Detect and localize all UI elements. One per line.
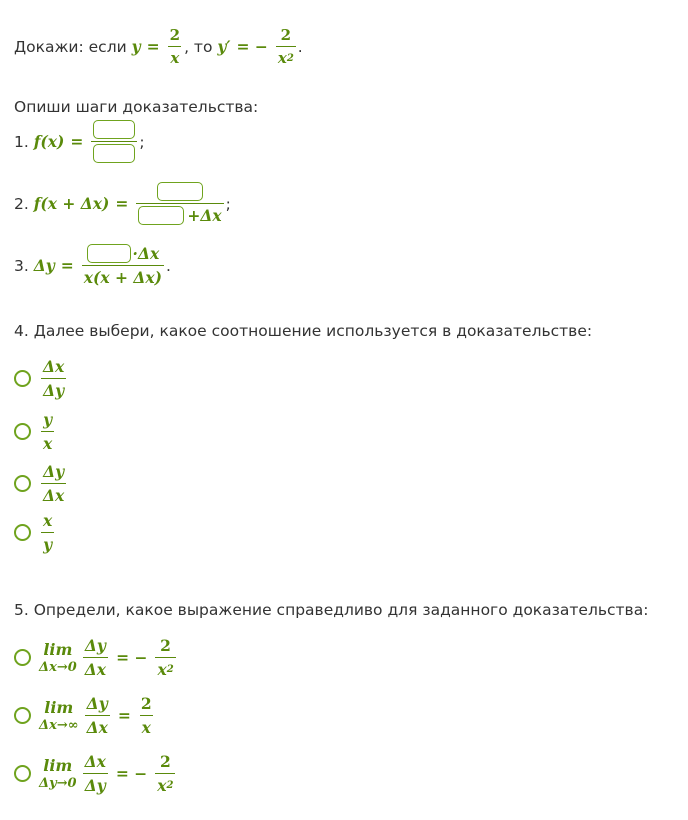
step-end: . [165, 256, 171, 275]
times-delta-x: ·Δx [132, 244, 160, 263]
option-fraction: $\frac{\Delta y}{\Delta x}$ [43, 462, 65, 505]
numerator-input[interactable] [87, 244, 131, 263]
equals-sign: = [60, 256, 74, 275]
radio-button[interactable] [14, 423, 31, 440]
q4-option-4[interactable] [14, 511, 56, 554]
result-fraction: $\frac{2}{x}$ [140, 694, 152, 737]
limit-fraction: $\frac{\Delta x}{\Delta y}$ [84, 752, 106, 795]
radio-button[interactable] [14, 707, 31, 724]
q5-option-3[interactable] [14, 752, 177, 795]
equals-sign: = [146, 37, 160, 56]
step-3 [14, 244, 171, 287]
var-y: y [131, 37, 141, 56]
limit-fraction: $\frac{\Delta y}{\Delta x}$ [86, 694, 108, 737]
plus-delta-x: +Δx [187, 206, 222, 225]
limit-operator: lim Δy→0 [39, 755, 77, 791]
option-fraction: $\frac{\Delta x}{\Delta y}$ [43, 357, 65, 400]
steps-heading: Опиши шаги доказательства: [14, 98, 259, 116]
fraction-denominator: x 2 [276, 46, 296, 67]
step-1 [14, 120, 145, 163]
step-number: 2. [14, 194, 29, 213]
radio-button[interactable] [14, 765, 31, 782]
q4-option-3[interactable] [14, 462, 68, 505]
step-lhs: Δy [33, 256, 55, 275]
limit-fraction: $\frac{\Delta y}{\Delta x}$ [84, 636, 107, 679]
equals-sign: = [117, 706, 131, 725]
statement-prefix: Докажи: если [14, 37, 127, 56]
step-2 [14, 182, 231, 225]
radio-button[interactable] [14, 649, 31, 666]
fraction-2-over-x-squared [276, 26, 296, 67]
step-1-fraction [91, 120, 137, 163]
equals-sign: = − [115, 764, 148, 783]
step-3-fraction [82, 244, 164, 287]
result-fraction: 2 x 2 [157, 636, 174, 679]
numerator-input[interactable] [157, 182, 203, 201]
fraction-2-over-x [168, 26, 182, 67]
q5-option-1[interactable] [14, 636, 178, 679]
question-5-text: 5. Определи, какое выражение справедливо для заданного доказательства: [14, 601, 649, 619]
fraction-denominator: x(x + Δx) [82, 265, 164, 287]
option-fraction: $\frac{y}{x}$ [43, 410, 53, 453]
var-y-prime: y′ [217, 37, 231, 56]
problem-statement [14, 26, 303, 67]
fraction-numerator: 2 [280, 26, 292, 44]
step-2-fraction [136, 182, 223, 225]
q4-option-1[interactable] [14, 357, 68, 400]
statement-then: , то [184, 37, 213, 56]
option-fraction: $\frac{x}{y}$ [43, 511, 53, 554]
q5-option-2[interactable] [14, 694, 156, 737]
result-fraction: 2 x 2 [157, 752, 174, 795]
statement-end: . [297, 37, 303, 56]
fraction-denominator: x [168, 46, 181, 67]
q4-option-2[interactable] [14, 410, 56, 453]
radio-button[interactable] [14, 524, 31, 541]
equals-sign: = − [116, 648, 148, 667]
limit-operator: lim Δx→∞ [39, 697, 79, 733]
limit-operator: lim Δx→0 [39, 639, 77, 675]
fraction-numerator: 2 [169, 26, 181, 44]
equals-minus: = − [236, 37, 268, 56]
radio-button[interactable] [14, 370, 31, 387]
radio-button[interactable] [14, 475, 31, 492]
equals-sign: = [70, 132, 84, 151]
denominator-input[interactable] [93, 144, 135, 163]
denominator-input[interactable] [138, 206, 184, 225]
numerator-input[interactable] [93, 120, 135, 139]
question-4-text: 4. Далее выбери, какое соотношение используется в доказательстве: [14, 322, 593, 340]
equals-sign: = [115, 194, 129, 213]
step-number: 3. [14, 256, 29, 275]
step-number: 1. [14, 132, 29, 151]
step-lhs: f(x) [33, 132, 65, 151]
step-lhs: f(x + Δx) [33, 194, 110, 213]
step-end: ; [225, 194, 231, 213]
step-end: ; [139, 132, 145, 151]
